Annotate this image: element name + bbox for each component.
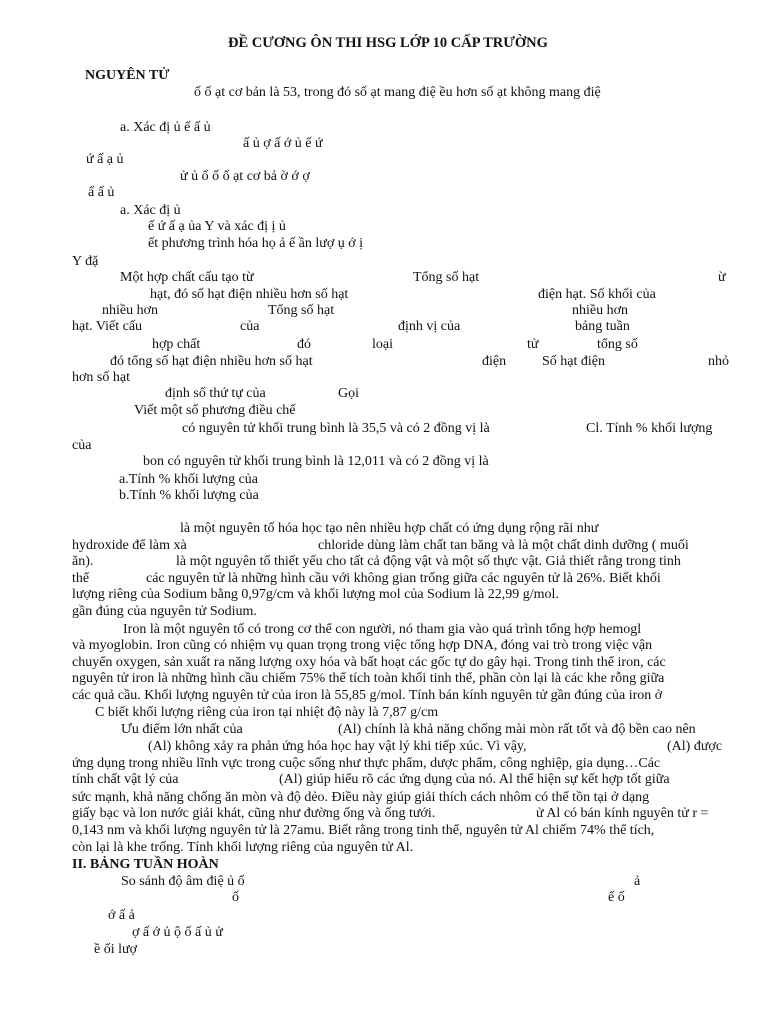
text-line: và myoglobin. Iron cũng có nhiệm vụ quan trọng trong việc tổng hợp DNA, đóng vai trò trong việc vận bbox=[72, 638, 653, 653]
text-line: các quả cầu. Khối lượng nguyên tử của iron là 55,85 g/mol. Tính bán kính nguyên tử gần đúng của iron ở bbox=[72, 688, 663, 703]
text-line: C biết khối lượng riêng của iron tại nhiệt độ này là 7,87 g/cm bbox=[95, 705, 439, 720]
text-line: hydroxide để làm xà bbox=[72, 538, 187, 553]
text-line: nhiều hơn bbox=[572, 303, 629, 318]
text-line: ừ bbox=[718, 270, 726, 285]
text-line: (Al) chính là khả năng chống mài mòn rất tốt và độ bền cao nên bbox=[338, 722, 696, 737]
text-line: tổng số bbox=[597, 337, 638, 352]
text-line: điện bbox=[482, 354, 507, 369]
text-line: giấy bạc và lon nước giải khát, cũng như đường ống và ống tưới. bbox=[72, 806, 436, 821]
text-line: ề ối lượ bbox=[94, 942, 137, 957]
text-line: định số thứ tự của bbox=[165, 386, 266, 401]
text-line: ăn). bbox=[72, 554, 94, 569]
text-line: Cl. Tính % khối lượng bbox=[586, 421, 713, 436]
text-line: của bbox=[72, 438, 92, 453]
text-line: ứng dụng trong nhiều lĩnh vực trong cuộc sống như thực phẩm, dược phẩm, công nghiệp, gia dụng…Các bbox=[72, 756, 661, 771]
text-line: Gọi bbox=[338, 386, 359, 401]
text-line: a.Tính % khối lượng của bbox=[119, 472, 259, 487]
text-line: là một nguyên tố thiết yếu cho tất cả động vật và một số thực vật. Giả thiết rằng trong tinh bbox=[176, 554, 681, 569]
text-line: thể bbox=[72, 571, 90, 586]
text-line: của bbox=[240, 319, 260, 334]
text-line: ấ ủ ợ ấ ớ ủ ế ứ bbox=[243, 136, 323, 151]
text-line: Y đặ bbox=[72, 254, 99, 269]
text-line: (Al) giúp hiểu rõ các ứng dụng của nó. Al thể hiện sự kết hợp tốt giữa bbox=[279, 772, 670, 787]
text-line: (Al) được bbox=[667, 739, 723, 754]
text-line: So sánh độ âm điệ ủ ố bbox=[121, 874, 245, 889]
text-line: bảng tuần bbox=[575, 319, 630, 334]
text-line: hợp chất bbox=[152, 337, 201, 352]
text-line: a. Xác đị ủ ế ấ ủ bbox=[120, 120, 211, 135]
text-line: ết phương trình hóa họ ả ế ần lượ ụ ớ ị bbox=[148, 236, 364, 251]
text-line: sức mạnh, khả năng chống ăn mòn và độ dẻo. Điều này giúp giải thích cách nhôm có thể tồn tại ở dạng bbox=[72, 790, 650, 805]
text-line: tính chất vật lý của bbox=[72, 772, 179, 787]
text-line: a. Xác đị ủ bbox=[120, 203, 181, 218]
text-line: chuyển oxygen, sản xuất ra năng lượng oxy hóa và bất hoạt các gốc tự do gây hại. Trong tinh thể iron, các bbox=[72, 655, 666, 670]
text-line: ố bbox=[232, 890, 239, 905]
text-line: ấ ấ ủ bbox=[88, 185, 115, 200]
text-line: là một nguyên tố hóa học tạo nên nhiều hợp chất có ứng dụng rộng rãi như bbox=[180, 521, 599, 536]
text-line: ớ ấ ả bbox=[108, 908, 135, 923]
text-line: tử bbox=[527, 337, 539, 352]
text-line: Viết một số phương điều chế bbox=[134, 403, 296, 418]
text-line: ứ ấ ạ ủ bbox=[86, 152, 124, 167]
text-line: loại bbox=[372, 337, 393, 352]
text-line: Tổng số hạt bbox=[413, 270, 480, 285]
text-line: đó tổng số hạt điện nhiều hơn số hạt bbox=[110, 354, 313, 369]
text-line: ố ố ạt cơ bản là 53, trong đó số ạt mang điệ ều hơn số ạt không mang điệ bbox=[194, 85, 601, 100]
document-title: ĐỀ CƯƠNG ÔN THI HSG LỚP 10 CẤP TRƯỜNG bbox=[228, 35, 548, 51]
text-line: nhỏ bbox=[708, 354, 729, 369]
text-line: 0,143 nm và khối lượng nguyên tử là 27amu. Biết rằng trong tinh thể, nguyên tử Al chiếm 74% thể tích, bbox=[72, 823, 655, 838]
section-heading-periodic-table: II. BẢNG TUẦN HOÀN bbox=[72, 857, 219, 872]
text-line: nhiều hơn bbox=[102, 303, 159, 318]
text-line: ế ứ ấ ạ ủa Y và xác đị ị ủ bbox=[148, 219, 286, 234]
text-line: hơn số hạt bbox=[72, 370, 130, 385]
text-line: hạt, đó số hạt điện nhiều hơn số hạt bbox=[150, 287, 349, 302]
text-line: định vị của bbox=[398, 319, 461, 334]
text-line: Số hạt điện bbox=[542, 354, 605, 369]
text-line: Ưu điểm lớn nhất của bbox=[121, 722, 243, 737]
text-line: Tổng số hạt bbox=[268, 303, 335, 318]
text-line: còn lại là khe trống. Tính khối lượng riêng của nguyên tử Al. bbox=[72, 840, 414, 855]
text-line: có nguyên tử khối trung bình là 35,5 và có 2 đồng vị là bbox=[182, 421, 490, 436]
text-line: điện hạt. Số khối của bbox=[538, 287, 656, 302]
text-line: nguyên tử iron là những hình cầu chiếm 75% thể tích toàn khối tinh thể, phần còn lại là các khe rỗng giữa bbox=[72, 671, 665, 686]
text-line: đó bbox=[297, 337, 311, 352]
text-line: chloride dùng làm chất tan băng và là một chất dinh dưỡng ( muối bbox=[318, 538, 689, 553]
section-heading-atom: NGUYÊN TỬ bbox=[85, 68, 170, 83]
text-line: Iron là một nguyên tố có trong cơ thể con người, nó tham gia vào quá trình tổng hợp hemogl bbox=[123, 622, 642, 637]
text-line: (Al) không xảy ra phản ứng hóa học hay vật lý khi tiếp xúc. Vì vậy, bbox=[148, 739, 527, 754]
text-line: ợ ấ ớ ủ ộ ố ấ ủ ử bbox=[132, 925, 223, 940]
text-line: các nguyên tử là những hình cầu với không gian trống giữa các nguyên tử là 26%. Biết khối bbox=[146, 571, 661, 586]
text-line: ả bbox=[634, 874, 641, 889]
text-line: b.Tính % khối lượng của bbox=[119, 488, 259, 503]
text-line: Một hợp chất cấu tạo từ bbox=[120, 270, 254, 285]
text-line: gần đúng của nguyên tử Sodium. bbox=[72, 604, 257, 619]
text-line: lượng riêng của Sodium bằng 0,97g/cm và khối lượng mol của Sodium là 22,99 g/mol. bbox=[72, 587, 559, 602]
text-line: ử ủ ố ố ố ạt cơ bả ờ ớ ợ bbox=[180, 169, 310, 184]
text-line: ế ố bbox=[608, 890, 625, 905]
text-line: bon có nguyên tử khối trung bình là 12,011 và có 2 đồng vị là bbox=[143, 454, 489, 469]
text-line: ử Al có bán kính nguyên tử r = bbox=[536, 806, 709, 821]
text-line: hạt. Viết cấu bbox=[72, 319, 143, 334]
